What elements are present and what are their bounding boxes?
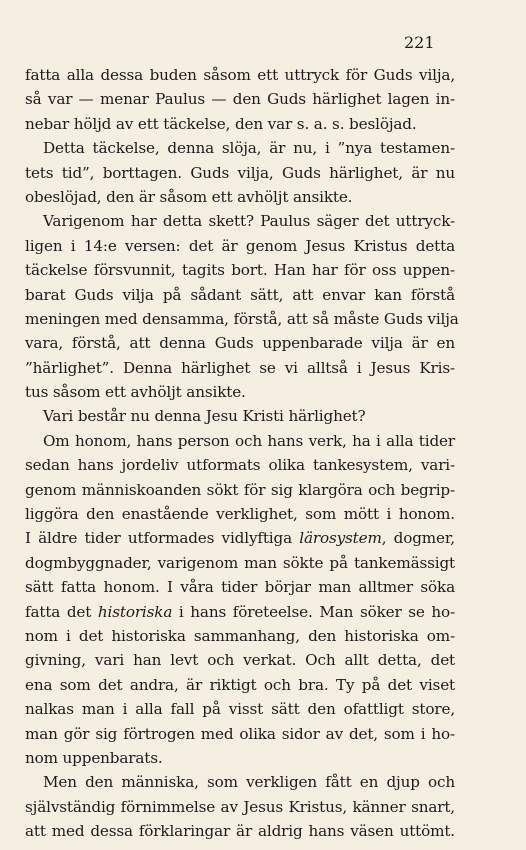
italic-text: historiska (97, 602, 173, 621)
text-line: nebar höljd av ett täckelse, den var s. a. s. beslöjad. (25, 114, 417, 133)
text-line: täckelse försvunnit, tagits bort. Han har för oss uppen- (25, 261, 455, 280)
text-line: ena som det andra, är riktigt och bra. Ty på det viset (25, 675, 455, 694)
page-number: 221 (404, 33, 435, 52)
text-line: självständig förnimmelse av Jesus Kristus, känner snart, (25, 797, 455, 816)
text-line: meningen med densamma, förstå, att så måste Guds vilja (25, 309, 459, 328)
text-line: fatta alla dessa buden såsom ett uttryck för Guds vilja, (25, 66, 455, 84)
text-segment: I äldre tider utformades vidlyftiga (25, 529, 300, 548)
text-line: att med dessa förklaringar är aldrig hans väsen uttömt. (25, 822, 455, 841)
text-line: sedan hans jordeliv utformats olika tankesystem, vari- (25, 456, 455, 475)
text-line: nalkas man i alla fall på visst sätt den ofattligt store, (25, 700, 455, 719)
text-line: vara, förstå, att denna Guds uppenbarade vilja är en (25, 334, 455, 353)
text-line: Detta täckelse, denna slöja, är nu, i ”nya testamen- (43, 139, 455, 158)
text-segment: fatta det (25, 602, 98, 621)
text-line: Om honom, hans person och hans verk, ha i alla tider (43, 431, 455, 450)
text-line: Vari består nu denna Jesu Kristi härlighet? (43, 407, 366, 426)
text-line: sätt fatta honom. I våra tider börjar man alltmer söka (25, 578, 455, 597)
text-line: så var — menar Paulus — den Guds härlighet lagen in- (25, 90, 455, 109)
text-segment: , dogmer, (381, 529, 455, 548)
text-line: Men den människa, som verkligen fått en djup och (43, 773, 455, 792)
italic-text: lärosystem (299, 529, 382, 548)
text-line: nom uppenbarats. (25, 748, 163, 767)
text-line: genom människoanden sökt för sig klargöra och begrip- (25, 480, 455, 499)
text-line: givning, vari han levt och verkat. Och allt detta, det (25, 651, 455, 670)
text-segment: i hans företeelse. Man söker se ho- (172, 602, 456, 621)
text-line: nom i det historiska sammanhang, den historiska om- (25, 626, 455, 645)
text-line: barat Guds vilja på sådant sätt, att envar kan förstå (25, 285, 455, 304)
text-line: tets tid”, borttagen. Guds vilja, Guds härlighet, är nu (25, 163, 455, 182)
text-line: obeslöjad, den är såsom ett avhöljt ansikte. (25, 187, 353, 206)
text-line: ”härlighet”. Denna härlighet se vi alltså i Jesus Kris- (25, 358, 455, 377)
text-line: man gör sig förtrogen med olika sidor av det, som i ho- (25, 724, 455, 743)
text-line: dogmbyggnader, varigenom man sökte på tankemässigt (25, 553, 455, 572)
text-line (25, 600, 455, 624)
text-line: tus såsom ett avhöljt ansikte. (25, 383, 246, 402)
text-line: liggöra den enastående verklighet, som mött i honom. (25, 505, 455, 524)
text-line: Varigenom har detta skett? Paulus säger det uttryck- (43, 212, 455, 231)
text-line (25, 526, 455, 550)
body-text (25, 63, 459, 844)
text-line: ligen i 14:e versen: det är genom Jesus Kristus detta (25, 236, 455, 255)
